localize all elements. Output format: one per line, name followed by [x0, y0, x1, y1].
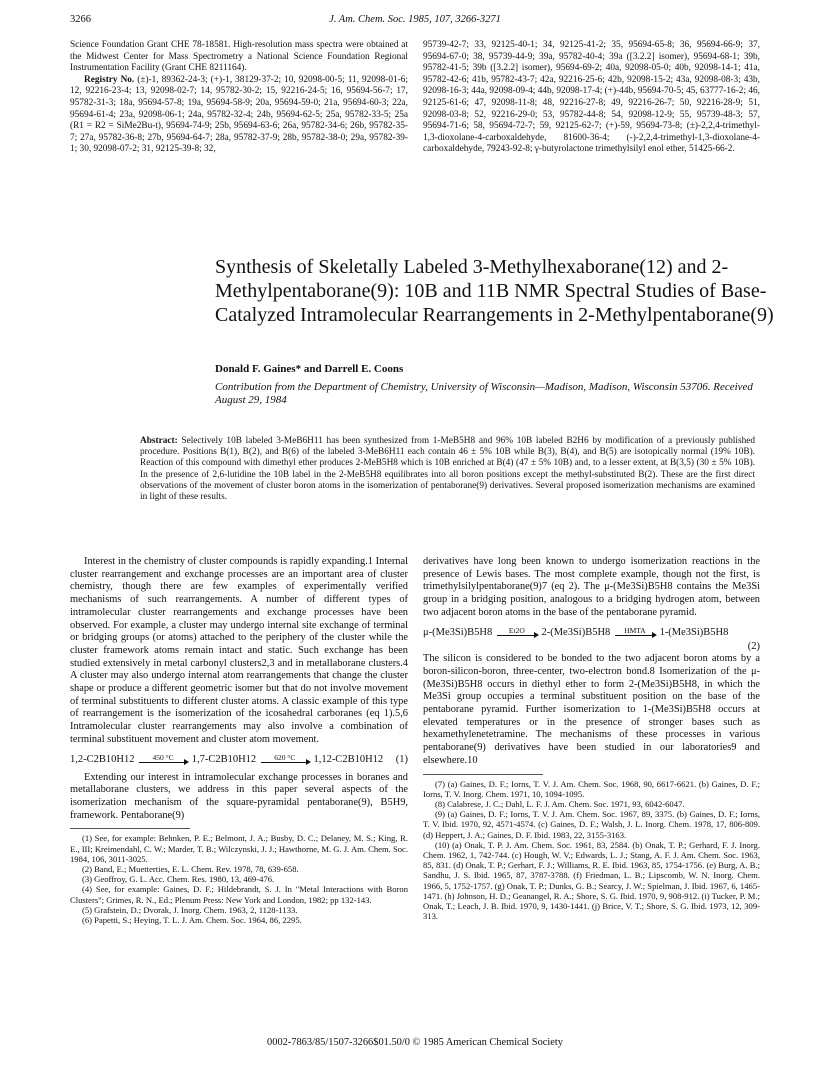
eq1-arrow-1-label: 450 °C — [152, 752, 174, 762]
previous-article-right-column — [423, 40, 760, 156]
eq1-product: 1,12-C2B10H12 — [313, 753, 384, 765]
intro-paragraph-4: The silicon is considered to be bonded to the two adjacent boron atoms by a boron-silicon-boron, three-center, two-electron bond.8 Isomerization of the μ-(Me3Si)B5H8 occurs in diethyl ether to form 2-(Me3Si)B5H8, in which the Me3Si group occupies a terminal substituent position on the base of the pentaborane pyramid. Further isomerization to 1-(Me3Si)B5H8 occurs at elevated temperatures or in the presence of stronger bases such as hexamethylenetetramine. The mechanisms of these processes in various pentaborane(9) derivatives have been studied in our laboratories9 and elsewhere.10 — [423, 653, 760, 766]
abstract — [140, 436, 755, 503]
eq1-reactant: 1,2-C2B10H12 — [70, 753, 135, 765]
page-footer: 0002-7863/85/1507-3266$01.50/0 © 1985 American Chemical Society — [267, 1037, 563, 1048]
footnotes-left — [70, 833, 408, 925]
footnote: (5) Grafstein, D.; Dvorak, J. Inorg. Chem. 1963, 2, 1128-1133. — [82, 904, 298, 915]
page-number: 3266 — [70, 14, 91, 25]
intro-paragraph-2: Extending our interest in intramolecular exchange processes in boranes and metallaborane clusters, we address in this paper several aspects of the isomerization mechanism of the square-pyramidal pentaborane(9), B5H9, framework. Pentaborane(9) — [70, 771, 408, 821]
footnote: (2) Band, E.; Muetterties, E. L. Chem. Rev. 1978, 78, 639-658. — [82, 863, 299, 874]
equation-2 — [423, 626, 760, 639]
intro-paragraph-1: Interest in the chemistry of cluster compounds is rapidly expanding.1 Internal cluster rearrangement and exchange processes are an important area of cluster chemistry, though there are few examples of experimentally verified mechanisms of such rearrangements. A number of different types of intramolecular cluster rearrangements and exchange processes have been observed. For example, a cluster may undergo internal site exchange of terminal or bridging groups (or atoms) attached to the periphery of the cluster while the cluster framework atoms remain intact and static. Such exchange has been studied extensively in metal carbonyl clusters2,3 and in metallaborane clusters.4 A cluster may also undergo internal atom rearrangements that change the cluster shape or produce a different geometric isomer but that do not involve movement of terminal substituents to different cluster atoms. A classic example of this type of rearrangement is the isomerization of the icosahedral carboranes (eq 1).5,6 Intramolecular cluster rearrangements may also involve a combination of terminal substituent movement and cluster atom movement. — [70, 556, 408, 745]
registry-text-left: (±)-1, 89362-24-3; (+)-1, 38129-37-2; 10, 92098-00-5; 11, 92098-01-6; 12, 92216-23-4; 13, 92098-02-7; 14, 95782-30-2; 15, 92216-24-5; 16, 95694-56-7; 17, 95782-31-3; 18a, 95694-57-8; 19a, 95694-58-9; 20a, 95694-59-0; 21a, 95694-60-3; 22a, 95694-61-4; 23a, 92098-06-1; 24a, 95782-32-4; 24b, 95694-62-5; 25a, 95782-33-5; 25a (R1 = R2 = SiMe2Bu-t), 95694-74-9; 25b, 95694-63-6; 26a, 95782-34-6; 26b, 95782-35-7; 27a, 95782-36-8; 27b, 95694-64-7; 28a, 95782-37-9; 28b, 95782-38-0; 29a, 95782-39-1; 30, 92098-07-2; 31, 92125-39-8; 32, — [70, 74, 408, 155]
body-right-column — [423, 556, 760, 921]
eq2-intermediate: 2-(Me3Si)B5H8 — [541, 626, 611, 638]
eq2-arrow-1-label: Et2O — [508, 625, 525, 635]
footnote-rule-right — [423, 774, 543, 775]
article-title: Synthesis of Skeletally Labeled 3-Methylhexaborane(12) and 2-Methylpentaborane(9): 10B and 11B NMR Spectral Studies of Base-Catalyzed Intramolecular Rearrangements in 2-Methylpentaborane(9) — [215, 256, 774, 326]
article-affiliation: Contribution from the Department of Chemistry, University of Wisconsin—Madison, Madison, Wisconsin 53706. Received August 29, 1984 — [215, 381, 753, 406]
registry-numbers-left — [70, 75, 408, 156]
footnote: (8) Calabrese, J. C.; Dahl, L. F. J. Am. Chem. Soc. 1971, 93, 6042-6047. — [435, 798, 685, 809]
eq2-number: (2) — [747, 640, 760, 652]
abstract-text: Selectively 10B labeled 3-MeB6H11 has been synthesized from 1-MeB5H8 and 96% 10B labeled B2H6 by modification of a previously published procedure. Positions B(1), B(2), and B(6) of the labeled 3-MeB6H11 each contain 46 ± 5% 10B while B(3), B(4), and B(5) are isotopically normal (19% 10B). Reaction of this compound with dimethyl ether produces 2-MeB5H8 which is 10B enriched at B(4) (47 ± 5% 10B) and, to a lesser extent, at B(3,5) (30 ± 5% 10B). In the presence of 2,6-lutidine the 10B label in the 2-MeB5H8 equilibrates into all boron positions except the methyl-substituted B(2). These are the first direct observations of the movement of cluster boron atoms in the isomerization of pentaborane(9) derivatives. Several proposed isomerization mechanisms are examined in light of these results. — [140, 436, 755, 503]
eq1-arrow-2 — [261, 754, 309, 766]
body-left-column — [70, 556, 408, 925]
abstract-label: Abstract: — [140, 436, 178, 446]
footnotes-right — [423, 779, 760, 922]
footnote: (4) See, for example: Gaines, D. F.; Hildebrandt, S. J. In "Metal Interactions with Boron Clusters"; Grimes, R. N., Ed.; Plenum Press: New York and London, 1982; pp 132-143. — [70, 884, 408, 905]
eq1-arrow-1 — [139, 754, 187, 766]
registry-label: Registry No. — [84, 74, 135, 85]
eq1-arrow-2-label: 620 °C — [274, 752, 296, 762]
eq2-product: 1-(Me3Si)B5H8 — [659, 626, 729, 638]
article-authors: Donald F. Gaines* and Darrell E. Coons — [215, 363, 404, 375]
footnote: (10) (a) Onak, T. P. J. Am. Chem. Soc. 1961, 83, 2584. (b) Onak, T. P.; Gerhard, F. J. Inorg. Chem. 1962, 1, 742-744. (c) Hough, W. V.; Edwards, L. J.; Stang, A. F. J. Am. Chem. Soc. 1963, 85, 831. (d) Onak, T. P.; Gerhart, F. J.; Williams, R. E. Ibid. 1963, 85, 1754-1756. (e) Burg, A. B.; Sandhu, J. S. Ibid. 1965, 87, 3787-3788. (f) Friedman, L. B.; Lipscomb, W. N. Inorg. Chem. 1966, 5, 1752-1757. (g) Onak, T. P.; Dunks, G. B.; Searcy, J. W.; Spielman, J. Ibid. 1967, 6, 1465-1471. (h) Johnson, H. D.; Geanangel, R. A.; Shore, S. G. Ibid. 1970, 9, 908-912. (i) Tucker, P. M.; Onak, T.; Leach, J. B. Ibid. 1970, 9, 1430-1441. (j) Brice, V. T.; Shore, S. G. Ibid. 1973, 12, 309-313. — [423, 839, 760, 922]
footnote: (9) (a) Gaines, D. F.; Iorns, T. V. J. Am. Chem. Soc. 1967, 89, 3375. (b) Gaines, D. F.; Iorns, T. V. Ibid. 1970, 92, 4571-4574. (c) Gaines, D. F.; Walsh, J. L. Inorg. Chem. 1978, 17, 806-809. (d) Heppert, J. A.; Gaines, D. F. Ibid. 1983, 22, 3155-3163. — [423, 809, 760, 840]
journal-citation: J. Am. Chem. Soc. 1985, 107, 3266-3271 — [329, 14, 501, 25]
footnote-rule-left — [70, 828, 190, 829]
footnote: (7) (a) Gaines, D. F.; Iorns, T. V. J. Am. Chem. Soc. 1968, 90, 6617-6621. (b) Gaines, D. F.; Iorns, T. V. Inorg. Chem. 1971, 10, 1094-1095. — [423, 778, 760, 799]
registry-numbers-right: 95739-42-7; 33, 92125-40-1; 34, 92125-41-2; 35, 95694-65-8; 36, 95694-66-9; 37, 95694-67-0; 38, 95739-44-9; 39a, 95782-40-4; 39a ([3.2.2] isomer), 95694-68-1; 39b, 95782-41-5; 39b ([3.2.2] isomer), 95694-69-2; 40a, 92098-05-0; 40b, 92098-14-1; 41a, 95782-42-6; 41b, 95782-43-7; 42a, 92216-25-6; 42b, 92098-15-2; 43a, 92098-08-3; 43b, 92098-16-3; 44a, 92098-09-4; 44b, 92098-17-4; (+)-44b, 95694-70-5; 45, 63777-16-2; 46, 92125-61-6; 47, 92098-11-8; 48, 92216-27-8; 49, 92216-26-7; 50, 92216-28-9; 51, 92098-03-8; 52, 92216-29-0; 53, 95782-44-8; 54, 92098-12-9; 55, 95739-48-3; 57, 95694-71-6; 58, 95694-72-7; 59, 92125-62-7; (+)-59, 95694-73-8; (±)-2,2,4-trimethyl-1,3-dioxolane-4-carboxaldehyde, 81600-36-4; (-)-2,2,4-trimethyl-1,3-dioxolane-4-carboxaldehyde, 79243-92-8; γ-butyrolactone trimethylsilyl enol ether, 51425-66-2. — [423, 40, 760, 155]
previous-article-tail — [70, 40, 760, 230]
running-header — [70, 14, 760, 28]
equation-1 — [70, 753, 408, 766]
eq2-arrow-1 — [497, 627, 537, 639]
eq2-arrow-2-label: HMTA — [624, 625, 646, 635]
acknowledgment-tail: Science Foundation Grant CHE 78-18581. High-resolution mass spectra were obtained at the Midwest Center for Mass Spectrometry a National Science Foundation Regional Instrumentation Facility (Grant CHE 8211164). — [70, 40, 408, 74]
footnote: (3) Geoffroy, G. L. Acc. Chem. Res. 1980, 13, 469-476. — [82, 874, 275, 885]
eq1-intermediate: 1,7-C2B10H12 — [191, 753, 257, 765]
eq2-arrow-2 — [615, 627, 655, 639]
footnote: (6) Papetti, S.; Heying, T. L. J. Am. Chem. Soc. 1964, 86, 2295. — [82, 914, 302, 925]
eq1-number: (1) — [395, 753, 408, 765]
intro-paragraph-3: derivatives have long been known to undergo isomerization reactions in the presence of Lewis bases. The most complete example, though not the first, is trimethylsilylpentaborane(9)7 (eq 2). The μ-(Me3Si)B5H8 contains the Me3Si group in a bridging position, analogous to a bridging hydrogen atom, between two adjacent boron atoms in the base of the pentaborane pyramid. — [423, 556, 760, 618]
eq2-reactant: μ-(Me3Si)B5H8 — [423, 626, 493, 638]
previous-article-left-column — [70, 40, 408, 156]
footnote: (1) See, for example: Behnken, P. E.; Belmont, J. A.; Busby, D. C.; Delaney, M. S.; King, R. E., III; Kreimendahl, C. W.; Marder, T. B.; Wilczynski, J. J.; Hawthorne, M. G. J. Am. Chem. Soc. 1984, 106, 3011-3025. — [70, 833, 409, 864]
